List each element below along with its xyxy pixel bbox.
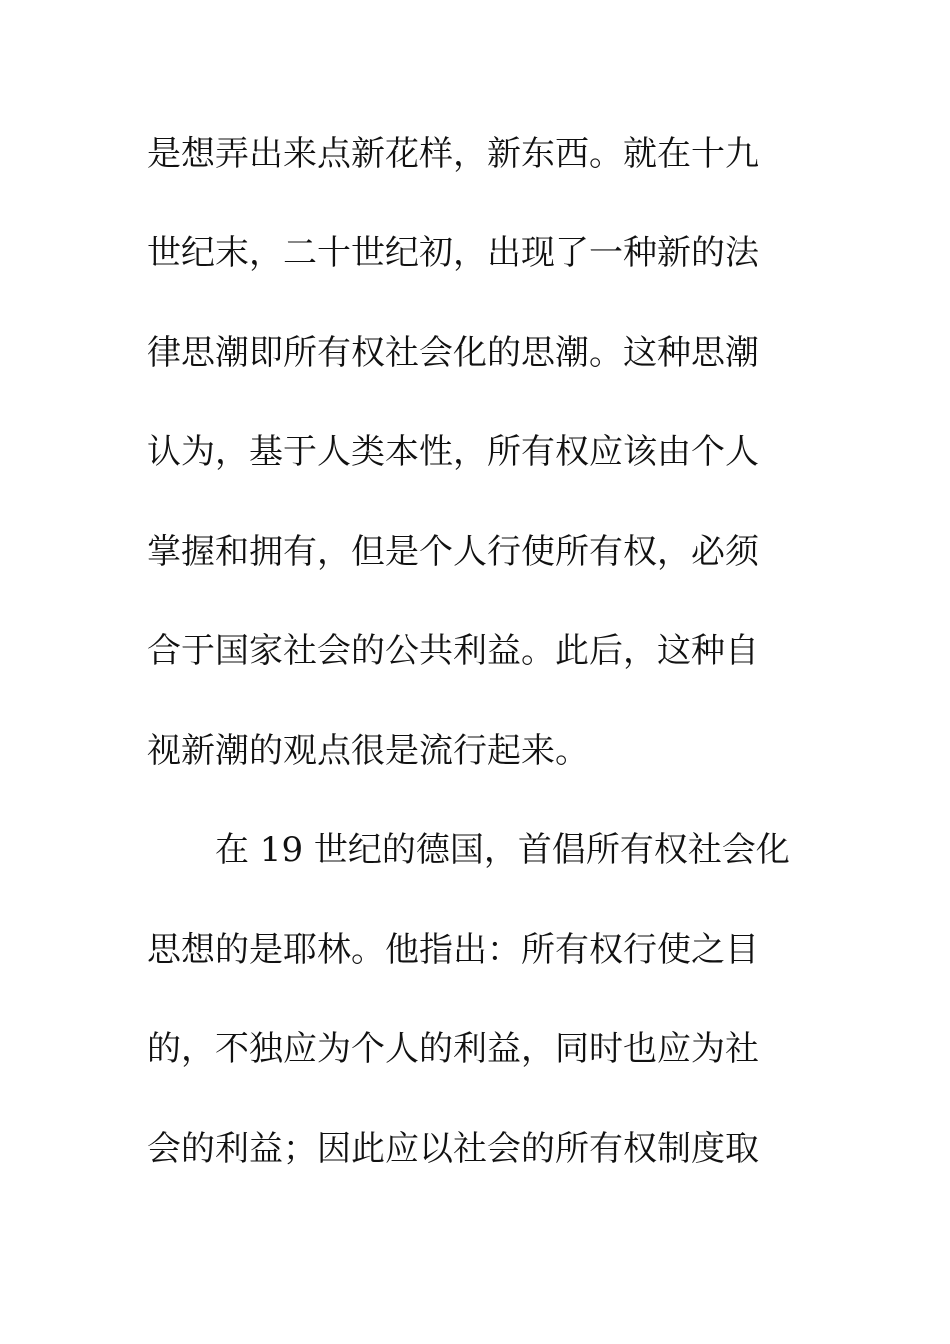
text-line: 是想弄出来点新花样，新东西。就在十九 [147,134,759,174]
text-line: 掌握和拥有，但是个人行使所有权，必须 [147,532,759,572]
text-line: 世纪末，二十世纪初，出现了一种新的法 [147,233,759,273]
text-line: 律思潮即所有权社会化的思潮。这种思潮 [147,333,759,373]
text-line: 视新潮的观点很是流行起来。 [147,731,589,771]
text-line: 会的利益；因此应以社会的所有权制度取 [147,1129,759,1169]
paragraph-first-line: 在 19 世纪的德国，首倡所有权社会化 [215,830,790,870]
text-line: 合于国家社会的公共利益。此后，这种自 [147,631,759,671]
text-line: 的，不独应为个人的利益，同时也应为社 [147,1029,759,1069]
text-line: 认为，基于人类本性，所有权应该由个人 [147,432,759,472]
text-line: 思想的是耶林。他指出：所有权行使之目 [147,930,759,970]
